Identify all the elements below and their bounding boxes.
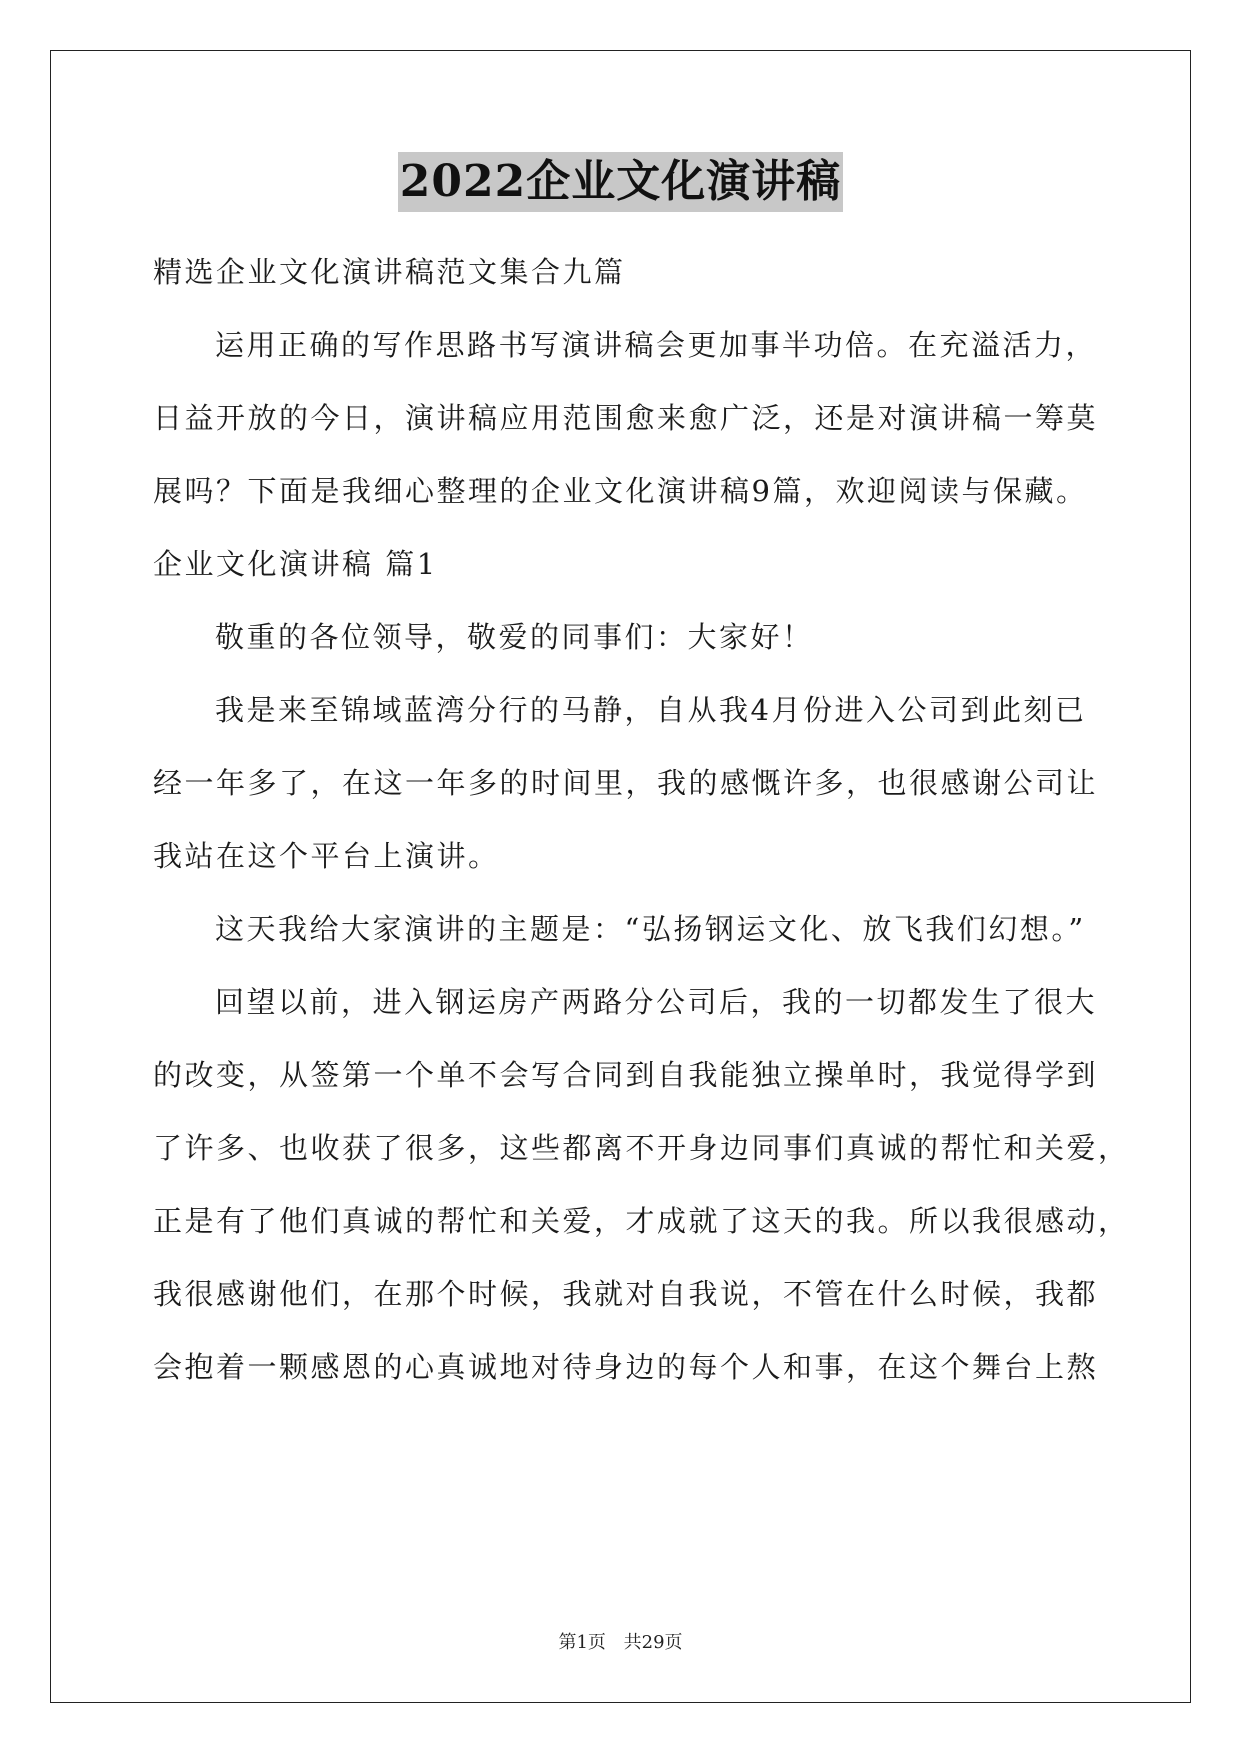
text-line: 这天我给大家演讲的主题是：“弘扬钢运文化、放飞我们幻想。”	[215, 912, 1086, 946]
title-container	[0, 152, 1241, 212]
document-title: 2022企业文化演讲稿	[398, 152, 843, 212]
text-line: 经一年多了，在这一年多的时间里，我的感慨许多，也很感谢公司让	[153, 766, 1099, 800]
text-line: 我站在这个平台上演讲。	[153, 839, 500, 873]
text-line: 正是有了他们真诚的帮忙和关爱，才成就了这天的我。所以我很感动，	[153, 1204, 1130, 1238]
text-line: 敬重的各位领导，敬爱的同事们：大家好！	[215, 620, 814, 654]
document-body	[153, 236, 1130, 1404]
text-line: 了许多、也收获了很多，这些都离不开身边同事们真诚的帮忙和关爱，	[153, 1131, 1130, 1165]
total-pages-label: 共29页	[623, 1632, 683, 1653]
text-line: 运用正确的写作思路书写演讲稿会更加事半功倍。在充溢活力，	[215, 328, 1098, 362]
text-line: 回望以前，进入钢运房产两路分公司后，我的一切都发生了很大	[215, 985, 1098, 1019]
text-line: 展吗？下面是我细心整理的企业文化演讲稿9篇，欢迎阅读与保藏。	[153, 474, 1088, 508]
text-line: 我是来至锦域蓝湾分行的马静，自从我4月份进入公司到此刻已	[215, 693, 1087, 727]
text-line: 的改变，从签第一个单不会写合同到自我能独立操单时，我觉得学到	[153, 1058, 1099, 1092]
page-footer	[0, 1628, 1241, 1654]
text-line: 会抱着一颗感恩的心真诚地对待身边的每个人和事，在这个舞台上熬	[153, 1350, 1099, 1384]
current-page-label: 第1页	[558, 1632, 606, 1653]
text-line: 企业文化演讲稿 篇1	[153, 547, 438, 581]
text-line: 日益开放的今日，演讲稿应用范围愈来愈广泛，还是对演讲稿一筹莫	[153, 401, 1099, 435]
text-line: 精选企业文化演讲稿范文集合九篇	[153, 255, 626, 289]
text-line: 我很感谢他们，在那个时候，我就对自我说，不管在什么时候，我都	[153, 1277, 1099, 1311]
